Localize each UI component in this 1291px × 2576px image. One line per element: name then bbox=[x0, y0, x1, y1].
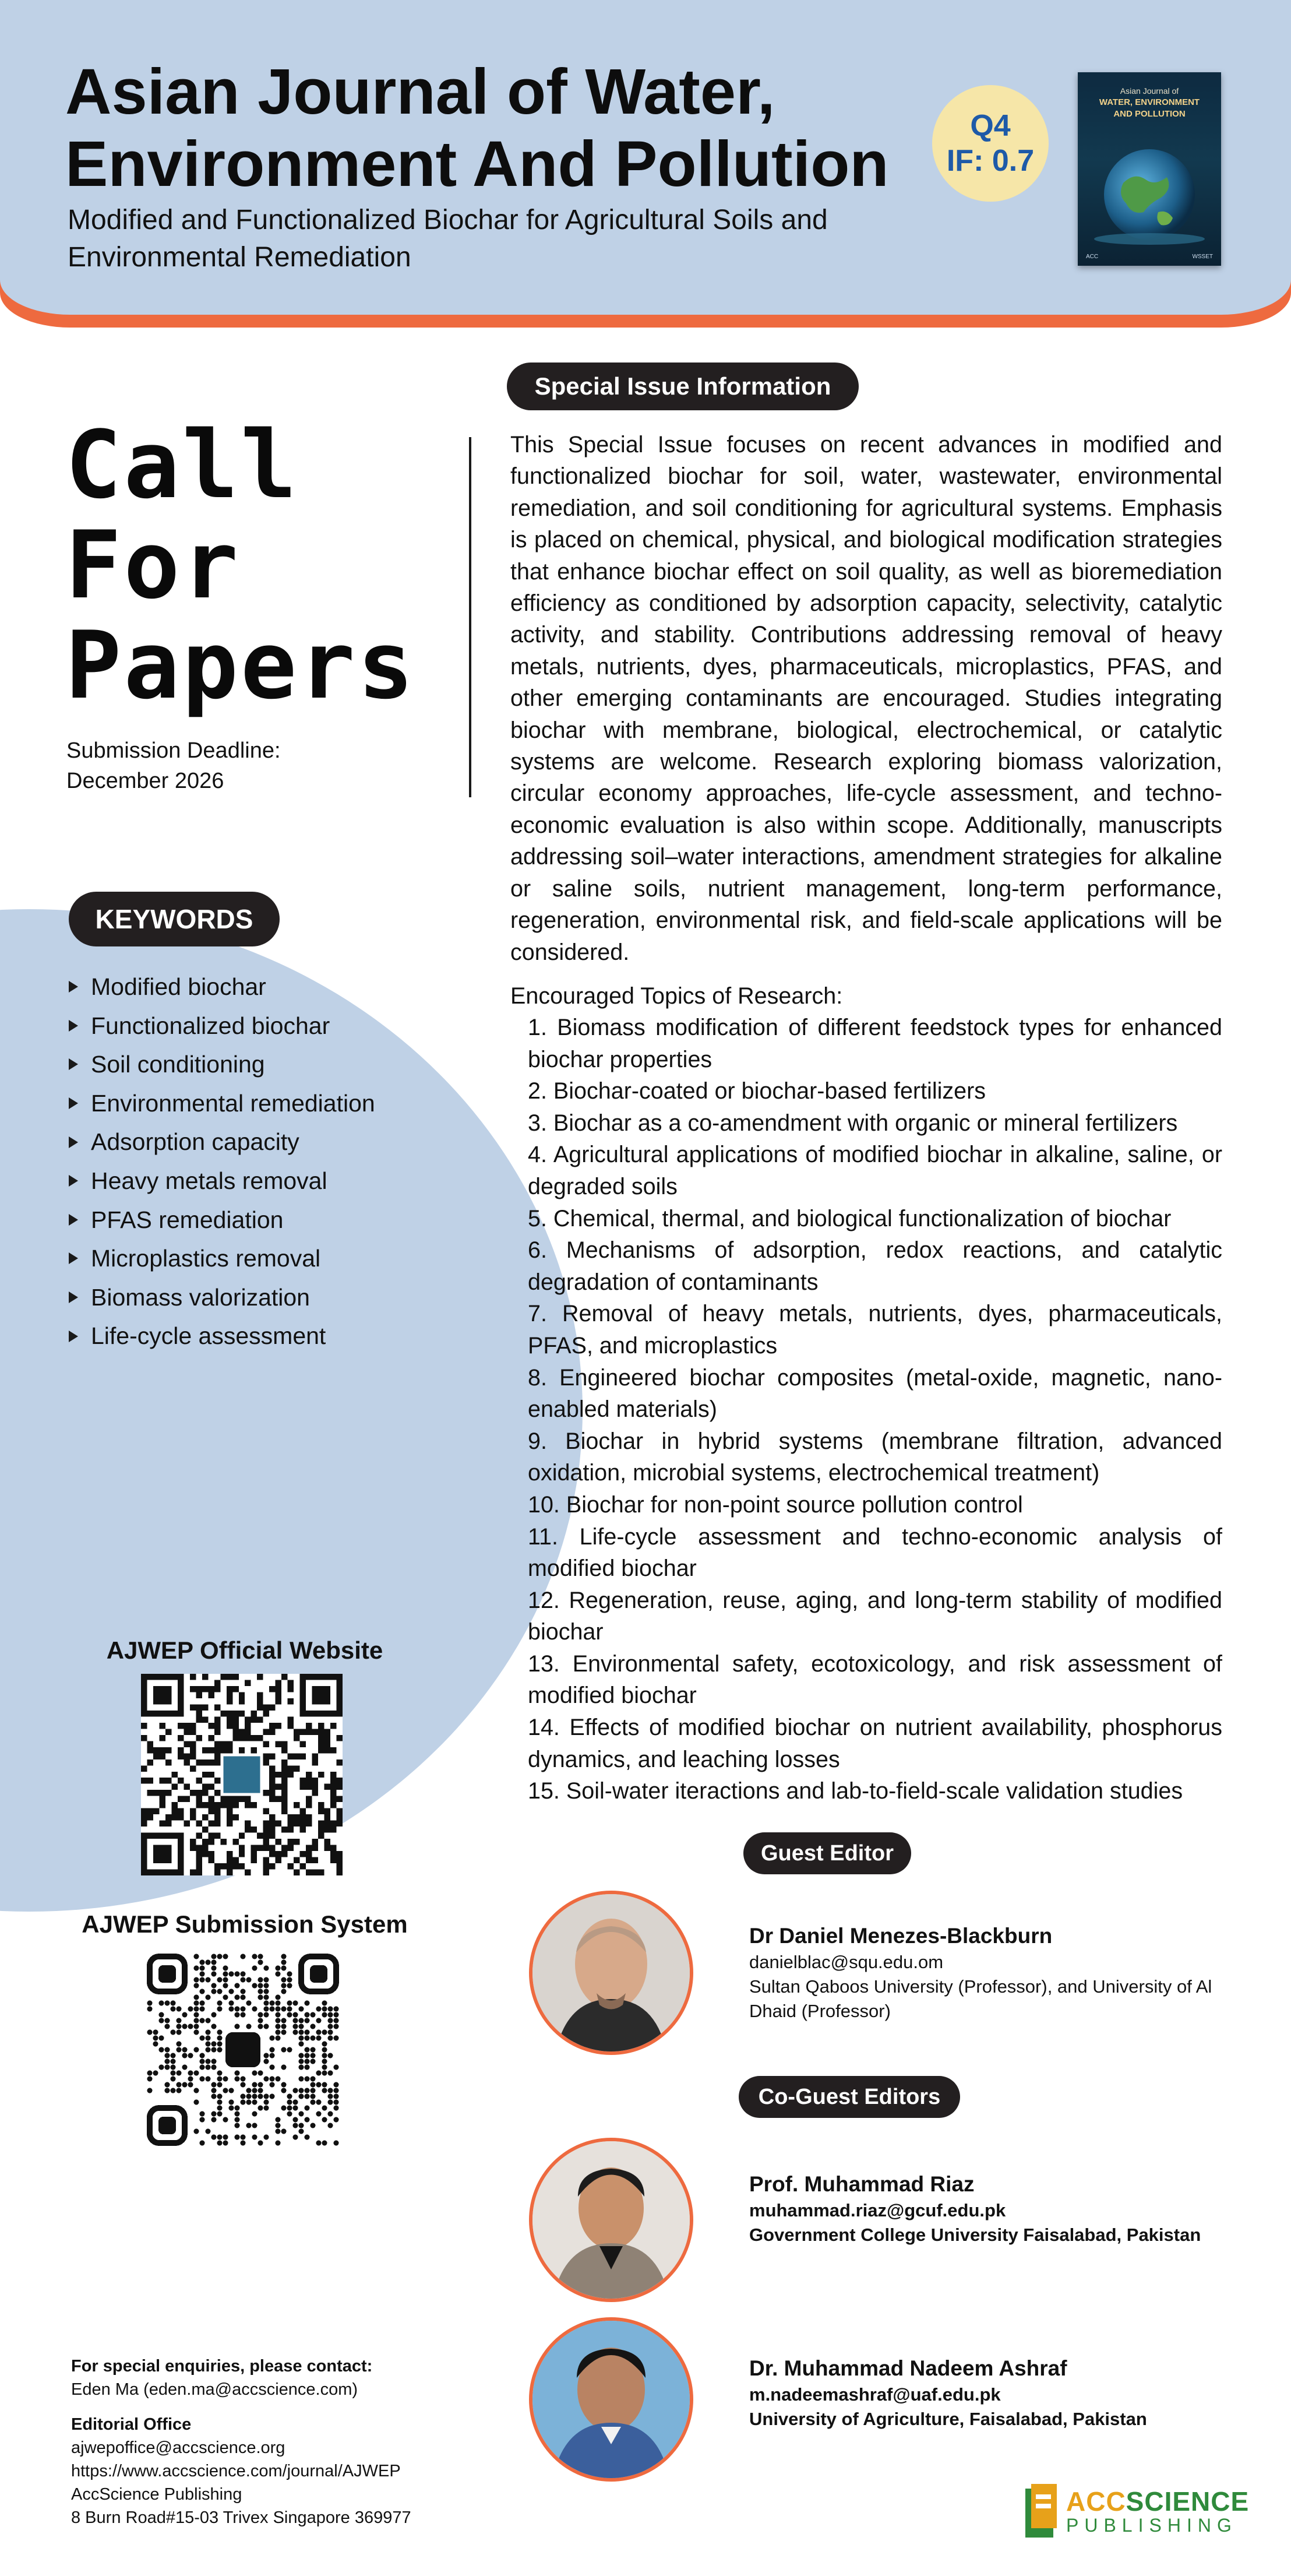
guest-editor-label: Guest Editor bbox=[743, 1832, 911, 1874]
keyword-item: Heavy metals removal bbox=[69, 1162, 375, 1201]
office-label: Editorial Office bbox=[71, 2415, 192, 2434]
topics-heading: Encouraged Topics of Research: bbox=[510, 983, 843, 1009]
bullet-icon bbox=[69, 1214, 78, 1226]
qr-code-icon bbox=[147, 1954, 339, 2146]
submission-system-label: AJWEP Submission System bbox=[82, 1910, 408, 1938]
enquiries-label: For special enquiries, please contact: bbox=[71, 2357, 373, 2376]
bullet-icon bbox=[69, 1136, 78, 1148]
keywords-label: KEYWORDS bbox=[69, 892, 280, 946]
keyword-item: Life-cycle assessment bbox=[69, 1317, 375, 1356]
topic-item: 10. Biochar for non-point source pollution control bbox=[528, 1491, 1023, 1518]
office-address: 8 Burn Road#15-03 Trivex Singapore 369977 bbox=[71, 2508, 411, 2527]
logo-science: SCIENCE bbox=[1126, 2486, 1250, 2517]
divider bbox=[469, 437, 471, 797]
special-issue-label: Special Issue Information bbox=[507, 363, 859, 410]
globe-icon bbox=[1088, 136, 1211, 247]
guest-editor-avatar bbox=[529, 1891, 693, 2055]
book-logo-icon bbox=[1023, 2484, 1059, 2540]
person-icon bbox=[532, 2141, 690, 2299]
bullet-icon bbox=[69, 981, 78, 993]
logo-publishing: PUBLISHING bbox=[1066, 2515, 1237, 2536]
topic-item: 7. Removal of heavy metals, nutrients, dyes, pharmaceuticals, PFAS, and microplastics bbox=[528, 1301, 1222, 1359]
cover-footer: ACC WSSET bbox=[1086, 254, 1213, 260]
journal-cover bbox=[1078, 72, 1221, 266]
quartile-label: Q4 bbox=[970, 109, 1011, 143]
co-editor-2-avatar bbox=[529, 2317, 693, 2482]
co-editor-1-affiliation: Government College University Faisalabad, Pakistan bbox=[749, 2225, 1201, 2245]
topic-item: 5. Chemical, thermal, and biological functionalization of biochar bbox=[528, 1205, 1172, 1231]
topic-item: 9. Biochar in hybrid systems (membrane filtration, advanced oxidation, microbial systems, electrochemical treatment) bbox=[528, 1428, 1222, 1486]
submission-qr-code[interactable] bbox=[147, 1954, 339, 2146]
co-editor-2-name: Dr. Muhammad Nadeem Ashraf bbox=[749, 2356, 1067, 2380]
bullet-icon bbox=[69, 1331, 78, 1342]
person-icon bbox=[532, 2321, 690, 2478]
person-icon bbox=[532, 1894, 690, 2051]
topic-item: 8. Engineered biochar composites (metal-oxide, magnetic, nano-enabled materials) bbox=[528, 1364, 1222, 1423]
co-guest-editors-label: Co-Guest Editors bbox=[739, 2076, 960, 2118]
co-editor-1-avatar bbox=[529, 2138, 693, 2302]
special-issue-title: Modified and Functionalized Biochar for Agricultural Soils and Environmental Remediation bbox=[68, 205, 828, 273]
co-editor-2-affiliation: University of Agriculture, Faisalabad, Pakistan bbox=[749, 2409, 1147, 2429]
enquiries-person[interactable]: Eden Ma (eden.ma@accscience.com) bbox=[71, 2380, 358, 2399]
topic-item: 4. Agricultural applications of modified biochar in alkaline, saline, or degraded soils bbox=[528, 1142, 1222, 1199]
publisher-name: AccScience Publishing bbox=[71, 2485, 242, 2504]
keyword-item: PFAS remediation bbox=[69, 1201, 375, 1240]
co-editor-2-info bbox=[749, 2355, 1233, 2431]
cover-title: Asian Journal of WATER, ENVIRONMENT AND POLLUTION bbox=[1099, 86, 1200, 119]
office-url[interactable]: https://www.accscience.com/journal/AJWEP bbox=[71, 2462, 401, 2480]
co-editor-2-email[interactable]: m.nadeemashraf@uaf.edu.pk bbox=[749, 2384, 1001, 2405]
bullet-icon bbox=[69, 1097, 78, 1109]
keyword-item: Biomass valorization bbox=[69, 1278, 375, 1317]
topic-item: 2. Biochar-coated or biochar-based fertilizers bbox=[528, 1078, 986, 1104]
submission-deadline: Submission Deadline: December 2026 bbox=[66, 738, 281, 793]
website-qr-code[interactable] bbox=[141, 1674, 343, 1875]
bullet-icon bbox=[69, 1291, 78, 1303]
keyword-item: Microplastics removal bbox=[69, 1239, 375, 1278]
topics-list bbox=[528, 1012, 1222, 1807]
qr-code-icon bbox=[141, 1674, 343, 1875]
bullet-icon bbox=[69, 1058, 78, 1070]
topic-item: 12. Regeneration, reuse, aging, and long-term stability of modified biochar bbox=[528, 1587, 1222, 1645]
topic-item: 1. Biomass modification of different feedstock types for enhanced biochar properties bbox=[528, 1015, 1222, 1072]
guest-editor-info bbox=[749, 1922, 1233, 2024]
logo-acc: ACC bbox=[1066, 2486, 1126, 2517]
topic-item: 14. Effects of modified biochar on nutrient availability, phosphorus dynamics, and leaching losses bbox=[528, 1715, 1222, 1772]
keywords-list bbox=[69, 967, 375, 1356]
website-label: AJWEP Official Website bbox=[106, 1637, 383, 1664]
topic-item: 15. Soil-water iteractions and lab-to-field-scale validation studies bbox=[528, 1778, 1183, 1804]
keyword-item: Functionalized biochar bbox=[69, 1007, 375, 1046]
guest-editor-affiliation: Sultan Qaboos University (Professor), and University of Al Dhaid (Professor) bbox=[749, 1976, 1212, 2021]
co-editor-1-info bbox=[749, 2170, 1233, 2247]
keyword-item: Modified biochar bbox=[69, 967, 375, 1007]
bullet-icon bbox=[69, 1175, 78, 1187]
co-editor-1-name: Prof. Muhammad Riaz bbox=[749, 2172, 975, 2196]
office-email[interactable]: ajwepoffice@accscience.org bbox=[71, 2438, 285, 2457]
guest-editor-email[interactable]: danielblac@squ.edu.om bbox=[749, 1952, 944, 1972]
guest-editor-name: Dr Daniel Menezes-Blackburn bbox=[749, 1924, 1053, 1948]
accscience-logo bbox=[1023, 2484, 1249, 2540]
call-for-papers-heading: Call For Papers bbox=[65, 410, 416, 720]
keyword-item: Soil conditioning bbox=[69, 1045, 375, 1084]
topic-item: 13. Environmental safety, ecotoxicology, and risk assessment of modified biochar bbox=[528, 1651, 1222, 1709]
impact-factor-badge bbox=[932, 85, 1049, 202]
co-editor-1-email[interactable]: muhammad.riaz@gcuf.edu.pk bbox=[749, 2200, 1006, 2220]
special-issue-description: This Special Issue focuses on recent advances in modified and functionalized biochar for soil, water, wastewater, environmental remediation, and soil conditioning for agricultural systems. Emphasis is placed on chemical, physical, and biological modification strategies that enhance biochar effect on soil quality, as well as bioremediation efficiency as conditioned by adsorption capacity, selectivity, catalytic activity, and stability. Contributions addressing removal of heavy metals, nutrients, dyes, pharmaceuticals, microplastics, PFAS, and other emerging contaminants are encouraged. Studies integrating biochar with membrane, biological, electrochemical, or catalytic systems are welcome. Research exploring biomass valorization, circular economy approaches, life-cycle assessment, and techno-economic evaluation is also within scope. Additionally, manuscripts addressing soil–water interactions, amendment strategies for alkaline or saline soils, nutrient management, long-term performance, regeneration, environmental risk, and field-scale applications will be considered. bbox=[510, 432, 1222, 965]
topic-item: 6. Mechanisms of adsorption, redox reactions, and catalytic degradation of contaminants bbox=[528, 1237, 1222, 1295]
impact-factor-label: IF: 0.7 bbox=[946, 144, 1035, 178]
bullet-icon bbox=[69, 1252, 78, 1264]
topic-item: 11. Life-cycle assessment and techno-economic analysis of modified biochar bbox=[528, 1523, 1222, 1582]
keyword-item: Environmental remediation bbox=[69, 1084, 375, 1123]
topic-item: 3. Biochar as a co-amendment with organic or mineral fertilizers bbox=[528, 1110, 1178, 1136]
journal-title: Asian Journal of Water, Environment And Pollution bbox=[65, 56, 889, 200]
contact-block bbox=[71, 2355, 514, 2529]
keyword-item: Adsorption capacity bbox=[69, 1122, 375, 1162]
bullet-icon bbox=[69, 1020, 78, 1032]
